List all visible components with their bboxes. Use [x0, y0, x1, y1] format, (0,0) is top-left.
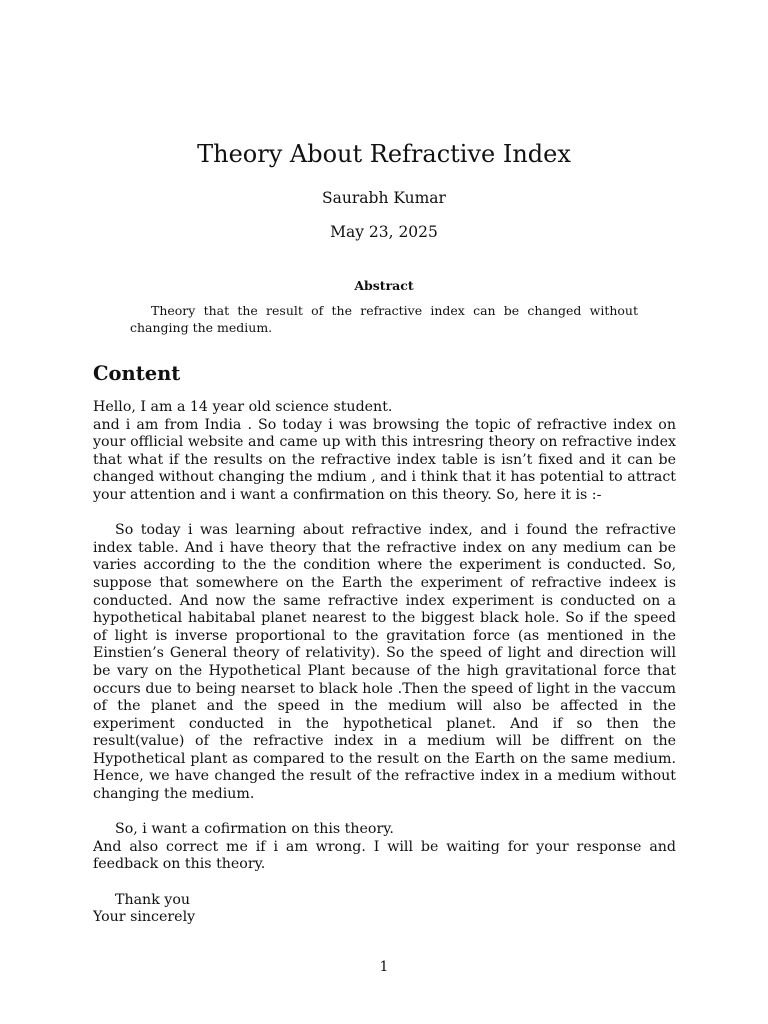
author-name: Saurabh Kumar: [322, 189, 446, 207]
paragraph-gap: [93, 874, 676, 892]
intro-line-1: Hello, I am a 14 year old science student.: [93, 399, 393, 415]
intro-paragraph: and i am from India . So today i was browsing the topic of refractive index on your offlicial website and came up with this intresring theory on refractive index that what if the results on the refractive index table is isn’t fixed and it can be changed without changing the mdium , and i think that it has potential to attract your attention and i want a confirmation on this theory. So, here it is :-: [93, 416, 676, 503]
thanks-line: Thank you: [115, 891, 190, 908]
signoff-line: Your sincerely: [93, 909, 196, 926]
theory-paragraph: So today i was learning about refractive index, and i found the refractive index table. And i have theory that the refractive index on any medium can be varies according to the the condition where the experiment is conducted. So, suppose that somewhere on the Earth the experiment of refractive indeex is conducted. And now the same refractive index experiment is conducted on a hypothetical habitabal planet nearest to the biggest black hole. So if the speed of light is inverse proportional to the gravitation force (as mentioned in the Einstien’s General theory of relativity). So the speed of light and direction will be vary on the Hypothetical Plant because of the high gravitational force that occurs due to being nearset to black hole .Then the speed of light in the vaccum of the planet and the speed in the medium will also be affected in the experiment conducted in the hypothetical planet. And if so then the result(value) of the refractive index in a medium will be diffrent on the Hypothetical plant as compared to the result on the Earth on the same medium. Hence, we have changed the result of the refractive index in a medium without changing the medium.: [93, 522, 676, 803]
confirmation-line: So, i want a cofirmation on this theory.: [115, 821, 394, 838]
section-content: [93, 399, 676, 927]
abstract-heading: Abstract: [354, 278, 414, 293]
paragraph-gap: [93, 804, 676, 822]
correction-line: And also correct me if i am wrong. I will be waiting for your response and feedback on this theory.: [93, 838, 676, 873]
publication-date: May 23, 2025: [330, 223, 438, 241]
paragraph-gap: [93, 505, 676, 523]
paper-title: Theory About Refractive Index: [197, 140, 571, 168]
section-heading: Content: [93, 362, 181, 385]
page-number: 1: [379, 959, 389, 975]
abstract-body: Theory that the result of the refractive index can be changed without changing the medium.: [130, 303, 638, 335]
